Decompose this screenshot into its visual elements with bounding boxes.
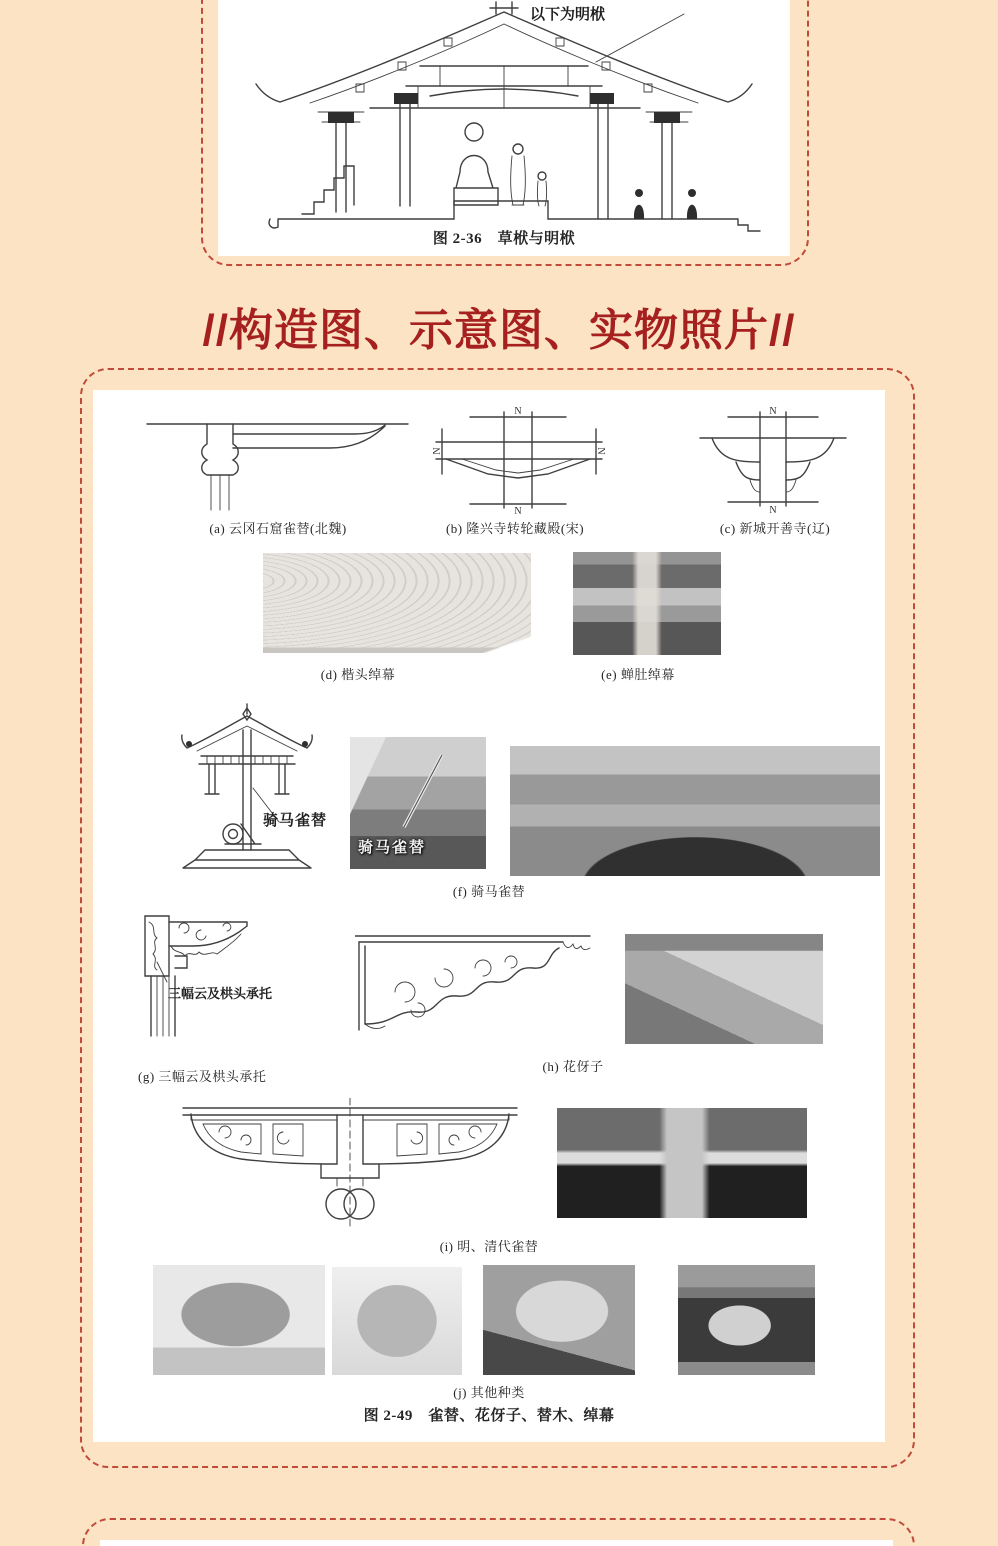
caption-f: (f) 骑马雀替 xyxy=(452,884,526,899)
pointer-line xyxy=(390,751,450,836)
figure-2-36-caption: 图 2-36 草栿与明栿 xyxy=(432,231,576,247)
diagram-a-yungang xyxy=(145,402,410,512)
callout-qima-queti: 骑马雀替 xyxy=(263,813,328,829)
figure-2-49-caption: 图 2-49 雀替、花伢子、替木、绰幕 xyxy=(363,1408,615,1424)
annotation-mingfu: 以下为明栿 xyxy=(530,7,606,23)
photo-other-type-1 xyxy=(153,1265,325,1375)
caption-a: (a) 云冈石窟雀替(北魏) xyxy=(209,521,347,536)
drawing-huayazi xyxy=(355,932,591,1046)
photo-jietou-chuomu xyxy=(263,553,531,653)
section-heading: //构造图、示意图、实物照片// xyxy=(202,306,796,355)
caption-e: (e) 蝉肚绰幕 xyxy=(601,667,675,682)
photo-chandu-chuomu xyxy=(573,552,721,655)
drawing-sanfuyun-bracket xyxy=(135,912,257,1042)
marker-n-top: N xyxy=(769,406,777,417)
photo-other-type-2 xyxy=(332,1267,462,1375)
diagram-c-kaishansi xyxy=(698,404,848,514)
photo-other-type-3 xyxy=(483,1265,635,1375)
photo-mingqing-queti xyxy=(557,1108,807,1218)
marker-n-left: N xyxy=(432,447,443,455)
photo-qima-queti-gateway xyxy=(510,746,880,876)
caption-c: (c) 新城开善寺(辽) xyxy=(719,521,831,536)
caption-g: (g) 三幅云及栱头承托 xyxy=(138,1069,267,1084)
marker-n-top: N xyxy=(514,406,522,417)
hall-cross-section-drawing xyxy=(218,0,790,256)
diagram-b-longxingsi xyxy=(430,404,608,514)
top-figure-content xyxy=(218,0,790,256)
marker-n-bottom: N xyxy=(769,505,777,514)
drawing-mingqing-queti xyxy=(155,1098,545,1230)
caption-d: (d) 楷头绰幕 xyxy=(320,667,396,682)
caption-j: (j) 其他种类 xyxy=(453,1385,525,1400)
next-figure-content xyxy=(100,1540,893,1546)
caption-i: (i) 明、清代雀替 xyxy=(439,1239,539,1254)
drawing-qima-queti-pailou xyxy=(175,702,317,870)
caption-h: (h) 花伢子 xyxy=(542,1059,604,1074)
photo-label-qima-queti: 骑马雀替 xyxy=(358,840,427,856)
marker-n-bottom: N xyxy=(514,506,522,514)
photo-qima-queti-street xyxy=(350,737,486,869)
photo-other-type-4 xyxy=(678,1265,815,1375)
photo-huayazi-carved xyxy=(625,934,823,1044)
callout-sanfuyun: 三幅云及栱头承托 xyxy=(168,986,273,1001)
main-figure-content xyxy=(93,390,885,1442)
caption-b: (b) 隆兴寺转轮藏殿(宋) xyxy=(445,521,585,536)
marker-n-right: N xyxy=(595,447,606,455)
